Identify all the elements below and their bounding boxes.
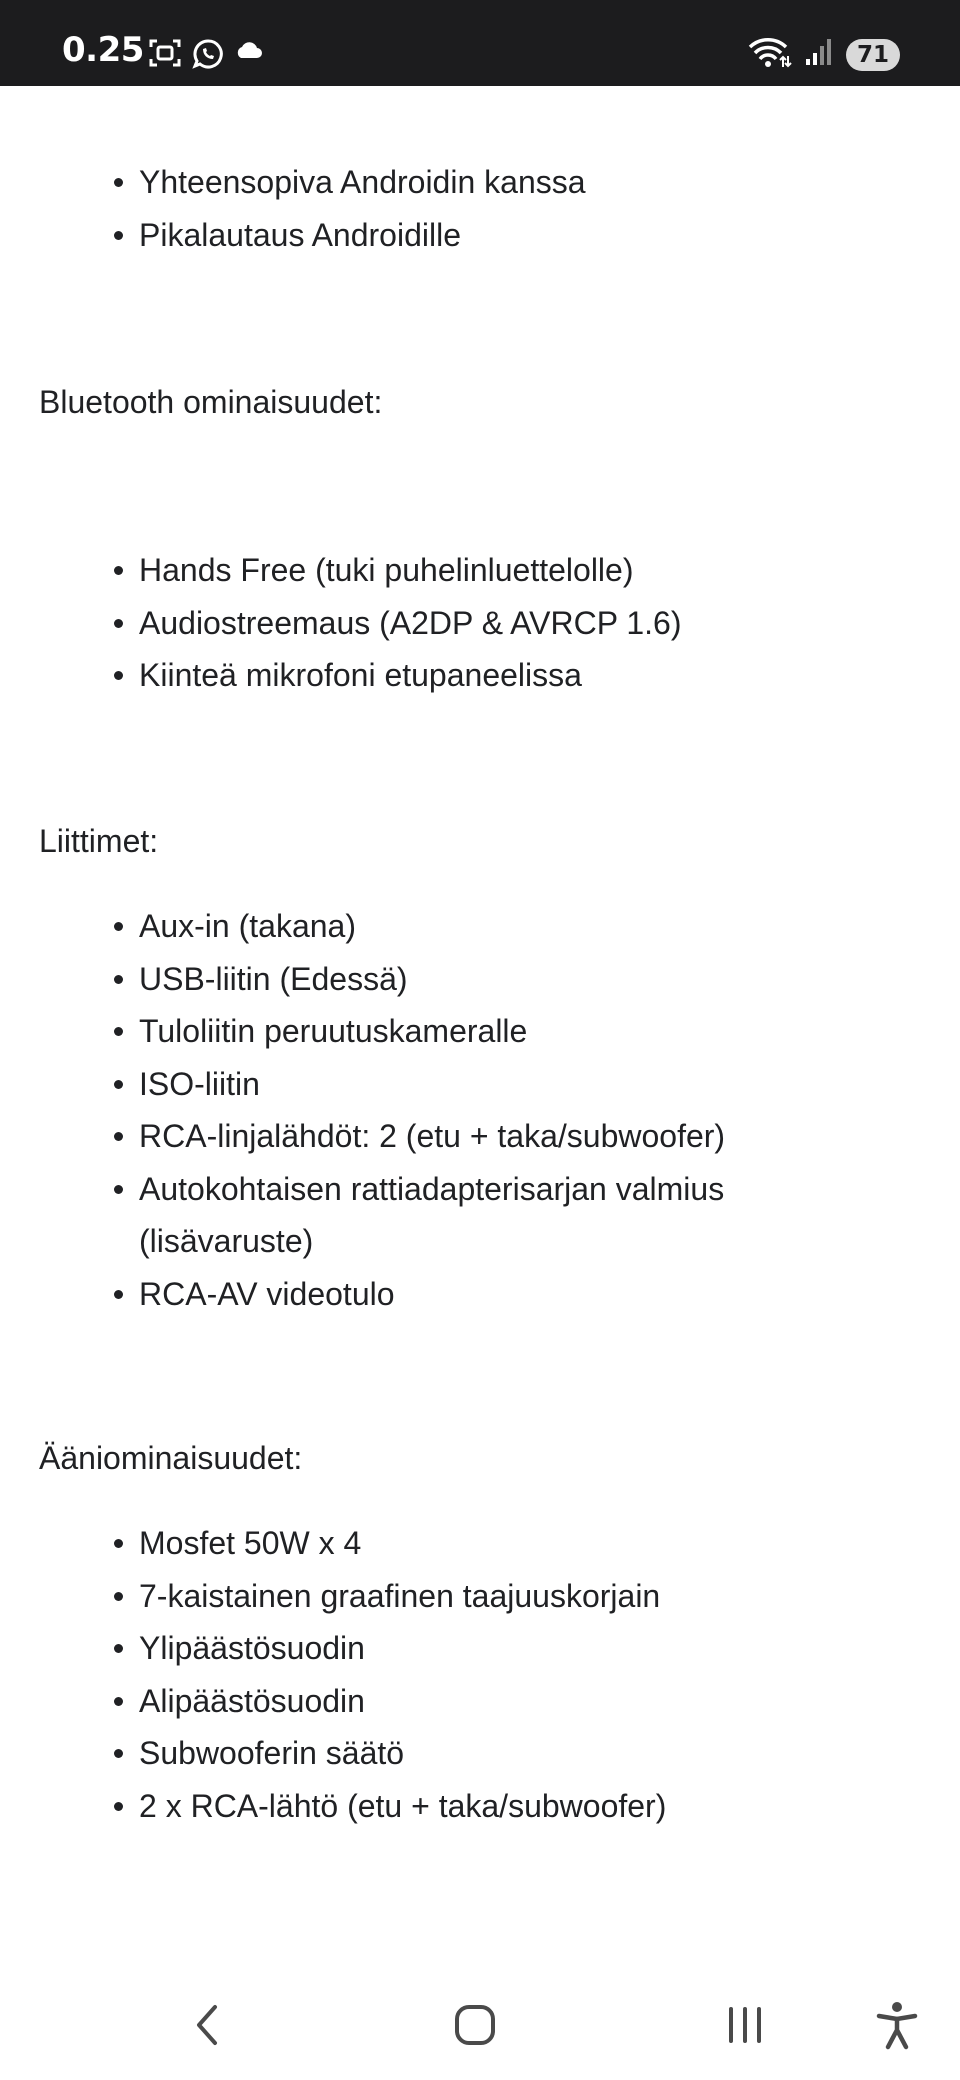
list-item: Yhteensopiva Androidin kanssa	[103, 156, 863, 209]
home-icon	[451, 2001, 499, 2054]
list-item: Pikalautaus Androidille	[103, 209, 863, 262]
navigation-bar	[0, 1970, 960, 2080]
list-item: Ylipäästösuodin	[103, 1622, 863, 1675]
list-item: USB-liitin (Edessä)	[103, 953, 863, 1006]
wifi-icon	[748, 36, 792, 73]
battery-indicator: 71	[846, 39, 900, 71]
audio-list	[103, 1517, 863, 1832]
home-button[interactable]	[440, 1992, 510, 2062]
status-left-icons	[148, 38, 264, 75]
status-bar	[0, 0, 960, 86]
list-item: RCA-AV videotulo	[103, 1268, 863, 1321]
list-item: Tuloliitin peruutuskameralle	[103, 1005, 863, 1058]
screenshot-icon	[148, 38, 182, 75]
list-item: Mosfet 50W x 4	[103, 1517, 863, 1570]
signal-icon	[804, 37, 834, 72]
list-item: Kiinteä mikrofoni etupaneelissa	[103, 649, 863, 702]
connectors-heading: Liittimet:	[39, 823, 159, 859]
list-item: ISO-liitin	[103, 1058, 863, 1111]
connectors-list	[103, 900, 863, 1320]
audio-heading: Ääniominaisuudet:	[39, 1440, 303, 1476]
whatsapp-icon	[192, 38, 224, 75]
recents-button[interactable]	[710, 1992, 780, 2062]
list-item: Autokohtaisen rattiadapterisarjan valmius (lisävaruste)	[103, 1163, 863, 1268]
list-item: RCA-linjalähdöt: 2 (etu + taka/subwoofer)	[103, 1110, 863, 1163]
accessibility-icon	[875, 2000, 919, 2055]
list-item: Aux-in (takana)	[103, 900, 863, 953]
page-content[interactable]	[0, 86, 960, 1970]
list-item: 7-kaistainen graafinen taajuuskorjain	[103, 1570, 863, 1623]
bluetooth-list	[103, 544, 863, 702]
compatibility-list	[103, 156, 863, 261]
accessibility-button[interactable]	[862, 1992, 932, 2062]
recents-icon	[723, 2003, 767, 2052]
list-item: Subwooferin säätö	[103, 1727, 863, 1780]
list-item: Alipäästösuodin	[103, 1675, 863, 1728]
back-button[interactable]	[172, 1992, 242, 2062]
cloud-icon	[234, 38, 264, 75]
back-icon	[187, 2001, 227, 2054]
list-item: Audiostreemaus (A2DP & AVRCP 1.6)	[103, 597, 863, 650]
list-item: Hands Free (tuki puhelinluettelolle)	[103, 544, 863, 597]
list-item: 2 x RCA-lähtö (etu + taka/subwoofer)	[103, 1780, 863, 1833]
status-right-icons	[748, 36, 900, 73]
bluetooth-heading: Bluetooth ominaisuudet:	[39, 384, 383, 420]
status-time: 0.25	[62, 30, 144, 70]
